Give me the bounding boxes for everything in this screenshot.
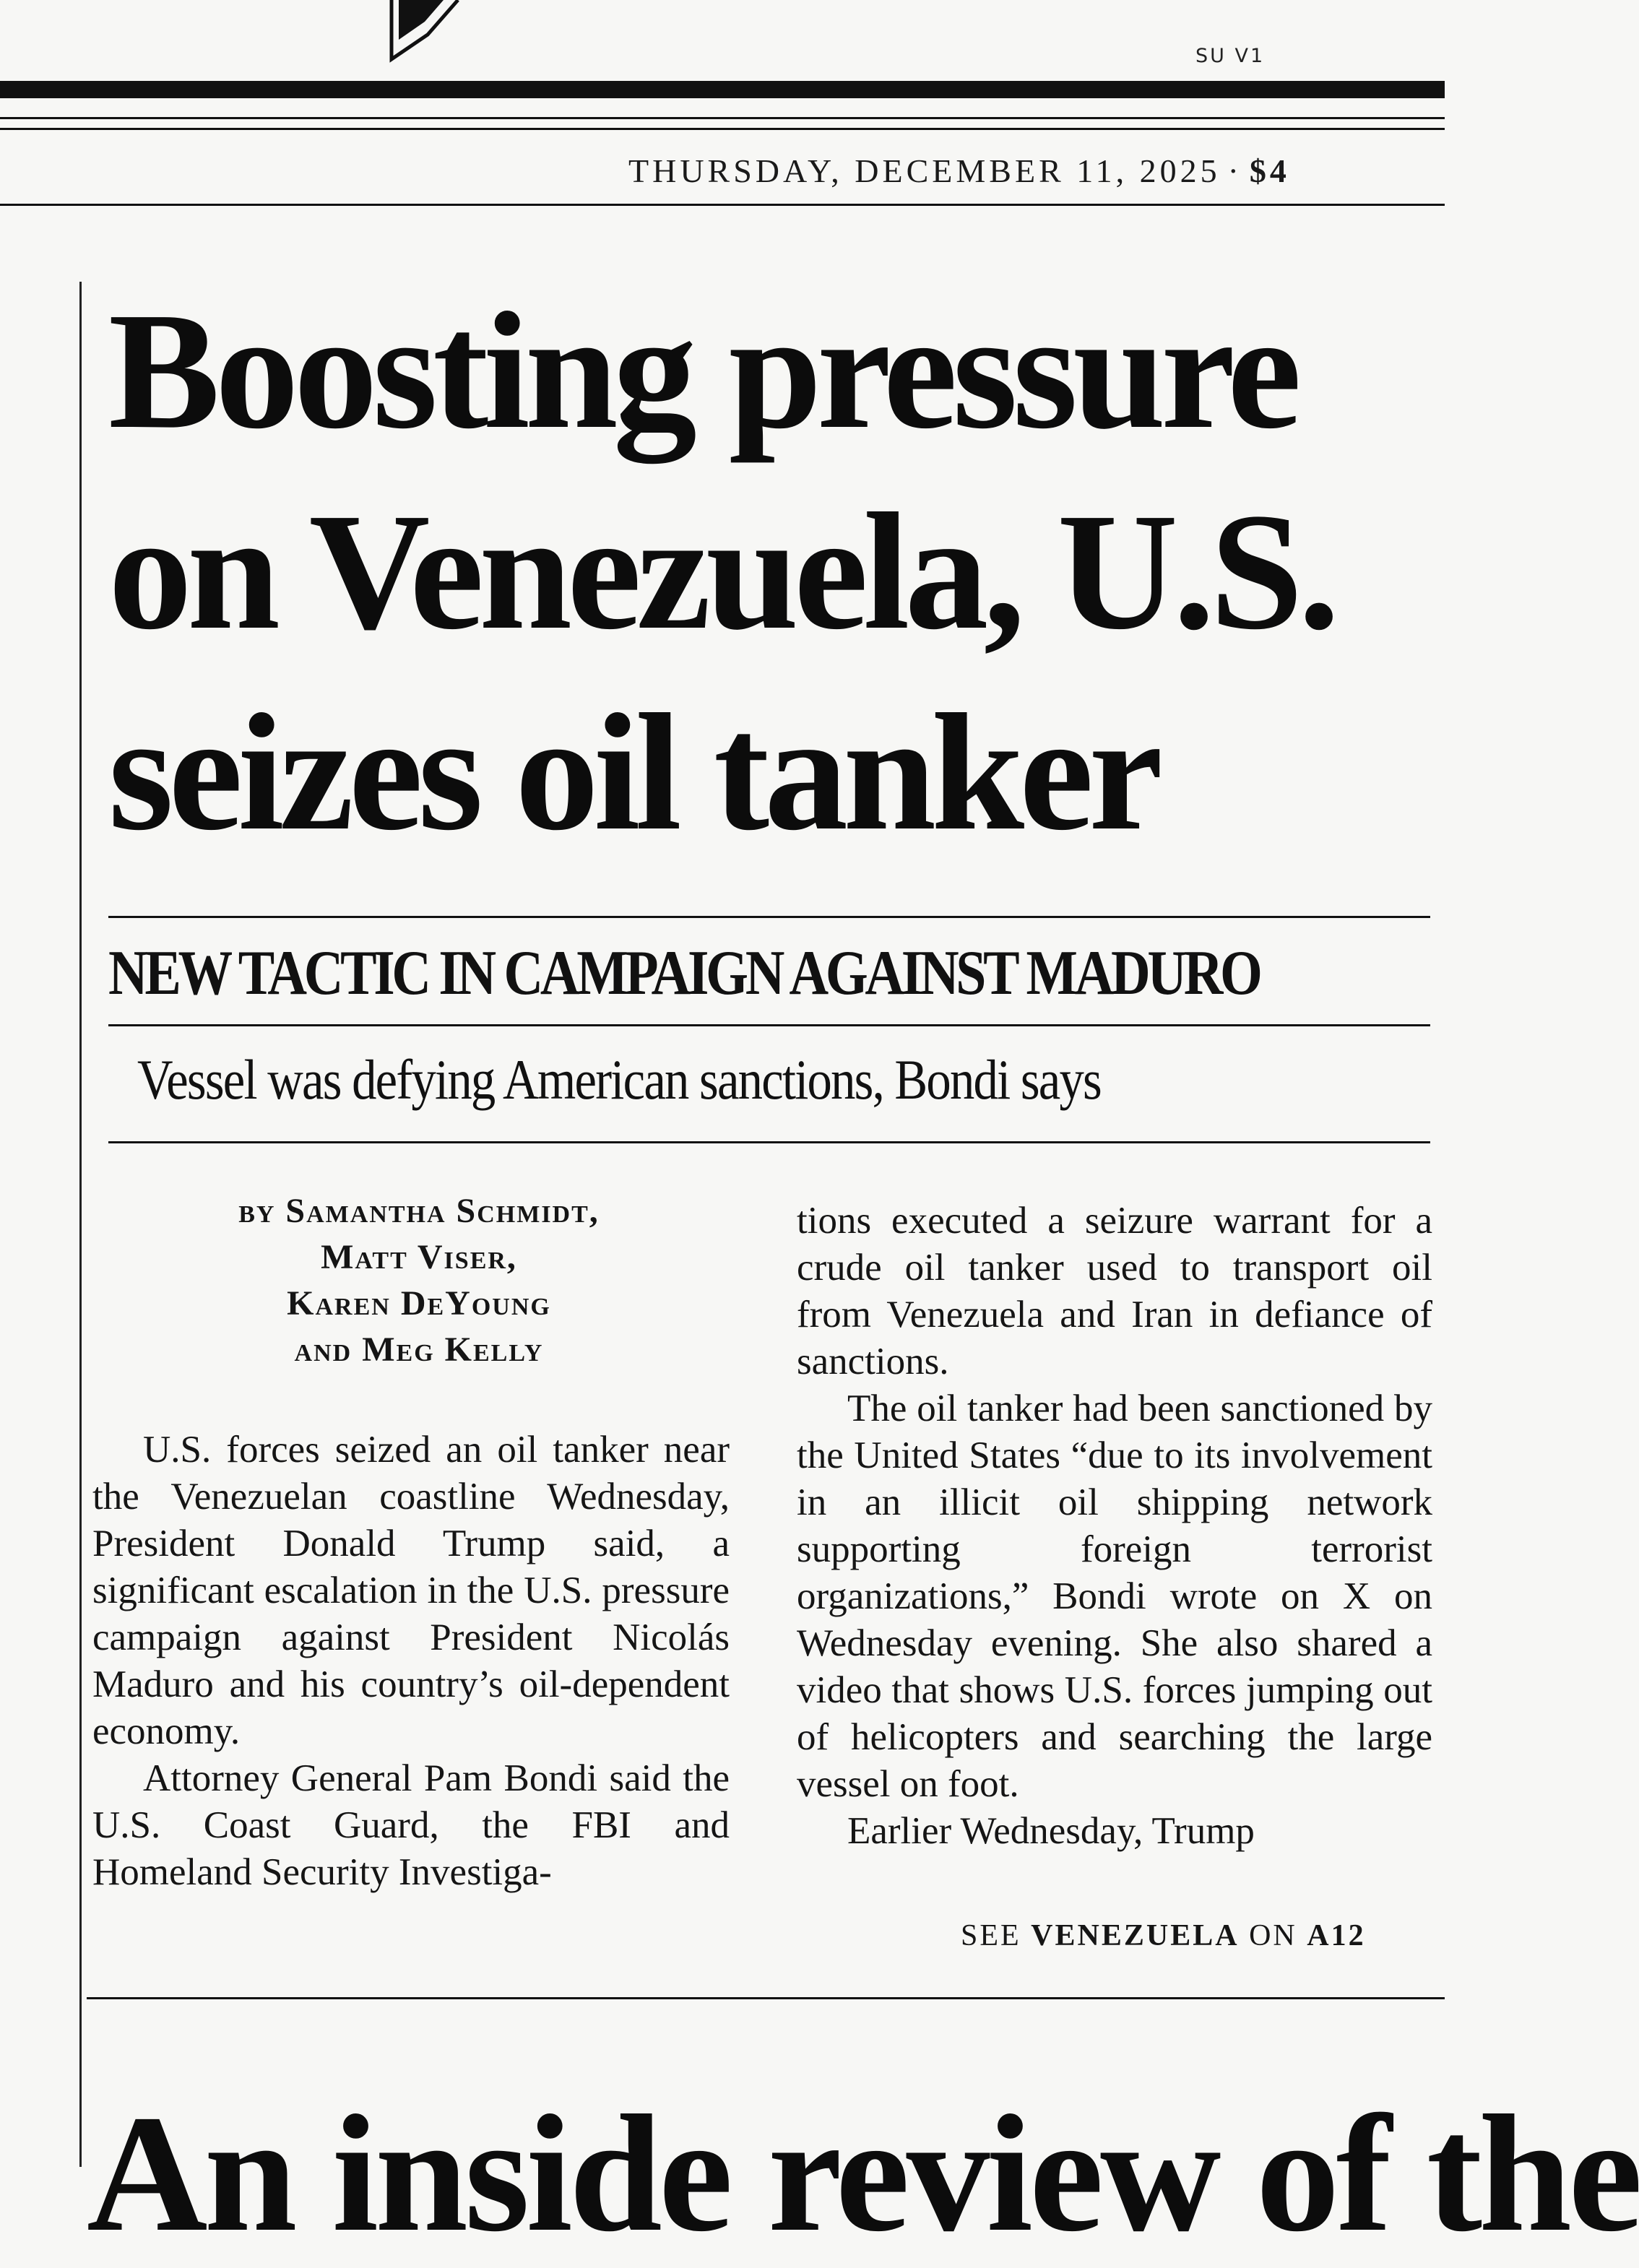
cover-price: $4 [1249,152,1290,189]
deck-headline: Vessel was defying American sanctions, Bondi says [137,1048,1101,1111]
masthead-thin-rule-1 [0,117,1445,119]
headline-line: seizes oil tanker [108,680,1159,865]
dateline-rule [0,204,1445,206]
next-story-headline: An inside review of the [87,2081,1639,2267]
kicker-headline: NEW TACTIC IN CAMPAIGN AGAINST MADURO [108,938,1260,1008]
edition-code: SU V1 [1195,45,1266,67]
article-paragraph: The oil tanker had been sanctioned by the United States “due to its involvement in an illicit oil shipping network supporting foreign terrorist organizations,” Bondi wrote on X on Wednesday evening. She also shared a video that shows U.S. forces jumping out of helicopters and searching the large vessel on foot. [797,1388,1432,1805]
byline-line: Matt Viser, [321,1238,517,1276]
article-column-1 [92,1427,730,1896]
byline-line: Karen DeYoung [287,1284,551,1323]
jump-keyword: VENEZUELA [1031,1919,1240,1952]
kicker-bottom-rule [108,1024,1430,1026]
date-separator: · [1227,152,1242,189]
byline [144,1188,693,1373]
masthead-thin-rule-2 [0,128,1445,130]
nameplate-flag-icon [383,0,466,61]
jump-see: SEE [961,1919,1021,1952]
deck-bottom-rule [108,1141,1430,1143]
headline-line: on Venezuela, U.S. [108,479,1336,665]
lead-headline [108,271,1466,873]
jump-on: ON [1249,1919,1297,1952]
story-bottom-rule [87,1997,1445,1999]
article-paragraph: Attorney General Pam Bondi said the U.S. Coast Guard, the FBI and Homeland Security Investiga- [92,1757,730,1893]
column-border-left [79,282,82,2167]
continuation-jump-link[interactable] [961,1918,1366,1953]
headline-line: Boosting pressure [108,278,1297,464]
jump-page: A12 [1307,1919,1366,1952]
masthead-thick-rule [0,81,1445,98]
article-paragraph: Earlier Wednesday, Trump [847,1810,1255,1852]
publication-date: THURSDAY, DECEMBER 11, 2025 [628,152,1221,189]
kicker-top-rule [108,916,1430,918]
article-column-2 [797,1198,1432,1855]
article-paragraph: U.S. forces seized an oil tanker near the Venezuelan coastline Wednesday, President Donald Trump said, a significant escalation in the U.S. pressure campaign against President Nicolás Maduro and his country’s oil-dependent economy. [92,1429,730,1752]
dateline [628,152,1290,190]
article-paragraph: tions executed a seizure warrant for a crude oil tanker used to transport oil from Venezuela and Iran in defiance of sanctions. [797,1200,1432,1382]
byline-line: by Samantha Schmidt, [238,1192,600,1230]
byline-line: and Meg Kelly [294,1330,544,1369]
